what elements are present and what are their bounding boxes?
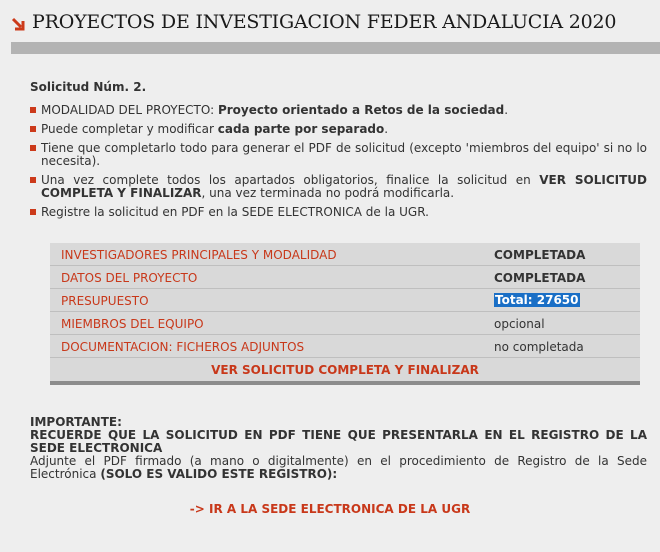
list-item [30, 174, 647, 200]
page-header [0, 0, 660, 54]
list-item [30, 142, 647, 168]
table-row [50, 335, 640, 358]
list-item [30, 206, 647, 219]
table-row [50, 312, 640, 335]
header-rule [11, 42, 660, 54]
important-text [30, 455, 647, 481]
section-status: opcional [494, 317, 545, 331]
bullet-icon [30, 209, 36, 215]
important-notice [30, 416, 647, 481]
instructions-list [30, 104, 647, 225]
note-bold: Proyecto orientado a Retos de la sociedad [217, 103, 505, 117]
note-text: MODALIDAD DEL PROYECTO: [41, 103, 218, 117]
important-bold-tail: (SOLO ES VALIDO ESTE REGISTRO): [100, 467, 338, 481]
note-text: Tiene que completarlo todo para generar el PDF de solicitud (excepto 'miembros del equipo' si no lo necesita). [41, 141, 647, 168]
finalize-link[interactable]: VER SOLICITUD COMPLETA Y FINALIZAR [211, 363, 479, 377]
page-title: PROYECTOS DE INVESTIGACION FEDER ANDALUCIA 2020 [32, 11, 617, 33]
section-link-datos-proyecto[interactable]: DATOS DEL PROYECTO [61, 271, 198, 285]
sede-electronica-link[interactable]: -> IR A LA SEDE ELECTRONICA DE LA UGR [189, 502, 471, 516]
section-status: COMPLETADA [494, 248, 586, 262]
table-row [50, 243, 640, 266]
note-text: Una vez complete todos los apartados obligatorios, finalice la solicitud en [41, 173, 540, 187]
table-row [50, 289, 640, 312]
section-link-documentacion[interactable]: DOCUMENTACION: FICHEROS ADJUNTOS [61, 340, 305, 354]
solicitud-number: Solicitud Núm. 2. [30, 80, 147, 94]
sections-table [50, 243, 640, 385]
bullet-icon [30, 126, 36, 132]
note-text: Registre la solicitud en PDF en la SEDE ELECTRONICA de la UGR. [41, 205, 429, 219]
list-item [30, 123, 647, 136]
section-status: COMPLETADA [494, 271, 586, 285]
note-bold: cada parte por separado [217, 122, 385, 136]
note-text: . [384, 122, 389, 136]
section-status: no completada [494, 340, 584, 354]
note-bold: VER SOLICITUD COMPLETA Y FINALIZAR [41, 173, 647, 200]
bullet-icon [30, 177, 36, 183]
section-link-miembros[interactable]: MIEMBROS DEL EQUIPO [61, 317, 204, 331]
note-text: . [504, 103, 509, 117]
section-status-selected: Total: 27650 [495, 293, 579, 307]
table-row [50, 358, 640, 381]
section-link-investigadores[interactable]: INVESTIGADORES PRINCIPALES Y MODALIDAD [61, 248, 337, 262]
important-heading: IMPORTANTE: [30, 415, 122, 429]
section-link-presupuesto[interactable]: PRESUPUESTO [61, 294, 149, 308]
important-body: Adjunte el PDF firmado (a mano o digitalmente) en el procedimiento de Registro de la Sede Electrónica [30, 454, 647, 481]
arrow-down-right-icon [11, 17, 25, 31]
table-row [50, 266, 640, 289]
list-item [30, 104, 647, 117]
note-text: , una vez terminada no podrá modificarla. [201, 186, 455, 200]
bullet-icon [30, 107, 36, 113]
bullet-icon [30, 145, 36, 151]
note-text: Puede completar y modificar [41, 122, 218, 136]
important-bold-line: RECUERDE QUE LA SOLICITUD EN PDF TIENE QUE PRESENTARLA EN EL REGISTRO DE LA SEDE ELECTRONICA [30, 428, 647, 455]
